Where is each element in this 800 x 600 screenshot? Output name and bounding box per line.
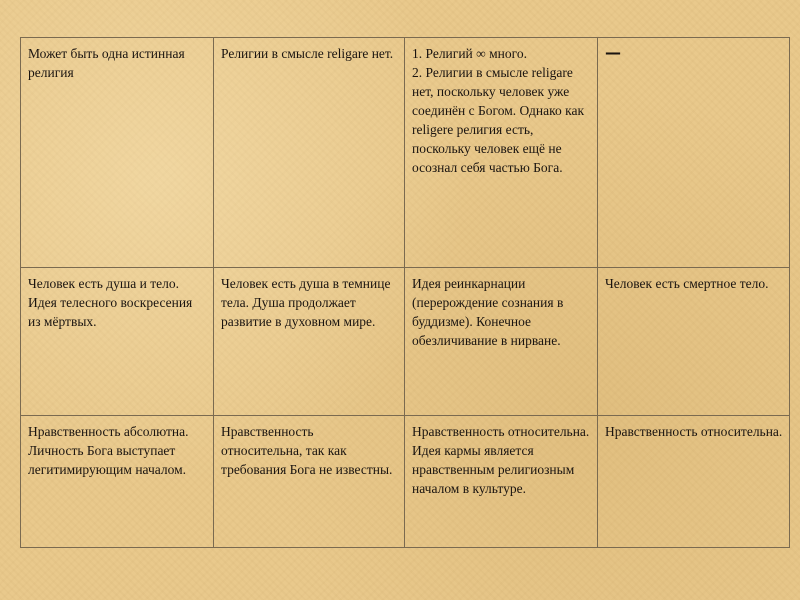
- table-cell: Нравственность относительна, так как требования Бога не известны.: [214, 416, 405, 548]
- table-cell: [598, 38, 790, 268]
- table-row: [21, 268, 790, 416]
- comparison-table: [20, 37, 790, 548]
- table-row: [21, 416, 790, 548]
- table-cell: Может быть одна истинная религия: [21, 38, 214, 268]
- table-cell: Нравственность относительна. Идея кармы является нравственным религиозным началом в культуре.: [405, 416, 598, 548]
- table-cell: Человек есть смертное тело.: [598, 268, 790, 416]
- table-cell: Нравственность абсолютна. Личность Бога выступает легитимирующим началом.: [21, 416, 214, 548]
- table-cell: Человек есть душа и тело. Идея телесного воскресения из мёртвых.: [21, 268, 214, 416]
- dash-mark: —: [605, 43, 621, 62]
- table-cell: Человек есть душа в темнице тела. Душа продолжает развитие в духовном мире.: [214, 268, 405, 416]
- table-cell: Религии в смысле religare нет.: [214, 38, 405, 268]
- table-row: [21, 38, 790, 268]
- table-cell: Идея реинкарнации (перерождение сознания в буддизме). Конечное обезличивание в нирване.: [405, 268, 598, 416]
- table-cell: Нравственность относительна.: [598, 416, 790, 548]
- table-cell: [405, 38, 598, 268]
- cell-line: 1. Религий ∞ много.: [412, 46, 527, 61]
- cell-line: 2. Религии в смысле religare нет, поскольку человек уже соединён с Богом. Однако как religere религия есть, поскольку человек ещё не осознал себя частью Бога.: [412, 65, 585, 175]
